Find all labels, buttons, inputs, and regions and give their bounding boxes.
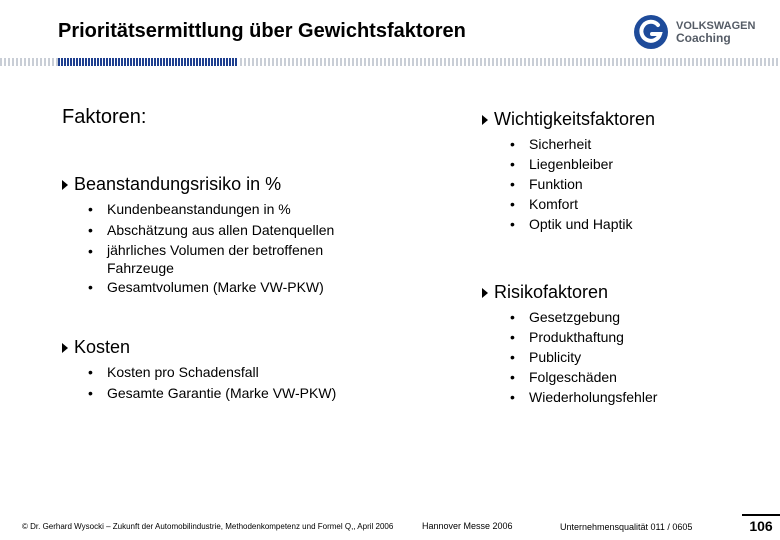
list-item-text: Kosten pro Schadensfall — [107, 364, 259, 380]
list-item-text-continued: Fahrzeuge — [107, 260, 174, 276]
list-item — [88, 220, 408, 241]
list-kosten — [88, 362, 408, 404]
list-item — [510, 307, 710, 327]
list-item-text: Abschätzung aus allen Datenquellen — [107, 222, 335, 238]
list-item — [510, 194, 710, 214]
section-heading-text: Beanstandungsrisiko in % — [74, 174, 282, 194]
section-heading-text: Wichtigkeitsfaktoren — [494, 109, 656, 129]
list-item-text: Folgeschäden — [529, 369, 617, 385]
list-item — [88, 383, 408, 404]
list-beanstandungsrisiko — [88, 199, 408, 298]
section-heading-text: Risikofaktoren — [494, 282, 609, 302]
list-item — [510, 367, 710, 387]
section-heading-wichtigkeitsfaktoren — [482, 109, 655, 130]
list-item — [510, 154, 710, 174]
section-heading-risikofaktoren — [482, 282, 608, 303]
list-item-text: Komfort — [529, 196, 579, 212]
list-item-text: Funktion — [529, 176, 583, 192]
footer-event: Hannover Messe 2006 — [422, 521, 513, 531]
list-item-text: Gesetzgebung — [529, 309, 621, 325]
section-heading-beanstandungsrisiko — [62, 174, 281, 195]
list-item-text: Publicity — [529, 349, 582, 365]
list-item — [510, 327, 710, 347]
list-item — [510, 214, 710, 234]
list-item-text: Wiederholungsfehler — [529, 389, 658, 405]
header-divider — [0, 58, 780, 66]
header-divider-accent — [58, 58, 238, 66]
list-item-text: Sicherheit — [529, 136, 592, 152]
list-item-text: Optik und Haptik — [529, 216, 633, 232]
list-item-text: Kundenbeanstandungen in % — [107, 201, 291, 217]
list-item — [510, 347, 710, 367]
triangle-bullet-icon — [482, 288, 488, 298]
list-risikofaktoren — [510, 307, 710, 407]
list-item — [88, 199, 408, 220]
list-item-text: Gesamtvolumen (Marke VW-PKW) — [107, 279, 324, 295]
list-item-text: Produkthaftung — [529, 329, 624, 345]
triangle-bullet-icon — [62, 343, 68, 353]
list-item-text: • jährliches Volumen der betroffenen — [107, 242, 324, 258]
logo-line2: Coaching — [676, 31, 731, 45]
footer-copyright: © Dr. Gerhard Wysocki – Zukunft der Automobilindustrie, Methodenkompetenz und Formel Q,, April 2006 — [22, 522, 394, 531]
logo-text — [676, 20, 755, 44]
list-item-text: Liegenbleiber — [529, 156, 614, 172]
list-item — [88, 362, 408, 383]
faktoren-label: Faktoren: — [62, 106, 147, 128]
page-title: Prioritätsermittlung über Gewichtsfaktoren — [58, 20, 466, 42]
list-item-text: Gesamte Garantie (Marke VW-PKW) — [107, 385, 337, 401]
vw-coaching-logo-icon — [634, 15, 668, 49]
list-item — [510, 387, 710, 407]
list-item — [510, 134, 710, 154]
list-item — [510, 174, 710, 194]
logo-g-icon — [638, 19, 664, 45]
triangle-bullet-icon — [482, 115, 488, 125]
page-number: 106 — [742, 514, 780, 534]
logo-line1: VOLKSWAGEN — [676, 20, 756, 32]
list-item — [88, 277, 408, 298]
triangle-bullet-icon — [62, 180, 68, 190]
section-heading-kosten — [62, 337, 130, 358]
list-item — [88, 241, 408, 277]
section-heading-text: Kosten — [74, 337, 131, 357]
list-wichtigkeitsfaktoren — [510, 134, 710, 234]
footer-doc-reference: Unternehmensqualität 011 / 0605 — [560, 522, 693, 532]
